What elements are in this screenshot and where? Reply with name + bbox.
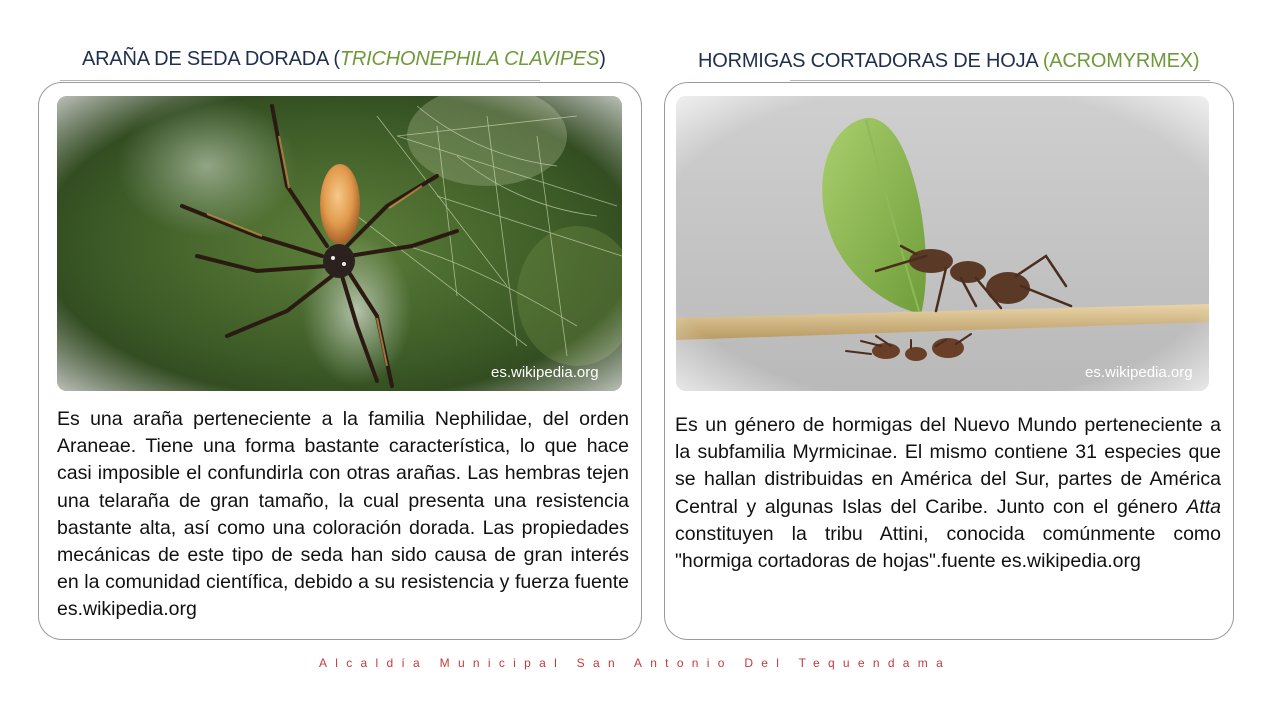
spider-title-main: ARAÑA DE SEDA DORADA ( (82, 48, 340, 70)
ant-description-text: Es un género de hormigas del Nuevo Mundo perteneciente a la subfamilia Myrmicinae. El mismo contiene 31 especies que se hallan distribuidas en América del Sur, partes de América Central y algunas Islas del Caribe. Junto con el género (675, 414, 1221, 518)
spider-title (82, 48, 606, 71)
spider-photo-credit: es.wikipedia.org (491, 364, 599, 381)
ant-description (675, 412, 1221, 575)
ant-photo-credit: es.wikipedia.org (1085, 364, 1193, 381)
ant-description-source: es.wikipedia.org (1001, 550, 1141, 573)
ant-photo (676, 96, 1209, 391)
spider-title-close: ) (599, 48, 606, 70)
ant-title (698, 50, 1199, 73)
ant-description-text-2: constituyen la tribu Attini, conocida comúnmente como "hormiga cortadoras de hojas".fuente (675, 522, 1221, 573)
spider-scientific-name: TRICHONEPHILA CLAVIPES (339, 48, 600, 70)
ant-title-rule (790, 80, 1210, 81)
ant-title-main: HORMIGAS CORTADORAS DE HOJA (698, 50, 1043, 72)
spider-description-source: es.wikipedia.org (57, 598, 197, 621)
spider-description-text: Es una araña perteneciente a la familia Nephilidae, del orden Araneae. Tiene una forma bastante característica, lo que hace casi imposible el confundirla con otras arañas. Las hembras tejen una telaraña de gran tamaño, la cual presenta una resistencia bastante alta, así como una coloración dorada. Las propiedades mecánicas de este tipo de seda han sido causa de gran interés en la comunidad científica, debido a su resistencia y fuerza fuente (57, 408, 629, 594)
spider-description (57, 406, 629, 624)
spider-photo (57, 96, 622, 391)
ant-description-italic: Atta (1186, 495, 1221, 518)
ant-scientific-name: (ACROMYRMEX) (1042, 50, 1200, 72)
spider-title-rule (60, 80, 540, 81)
footer-municipality: Alcaldía Municipal San Antonio Del Tequendama (318, 656, 952, 670)
